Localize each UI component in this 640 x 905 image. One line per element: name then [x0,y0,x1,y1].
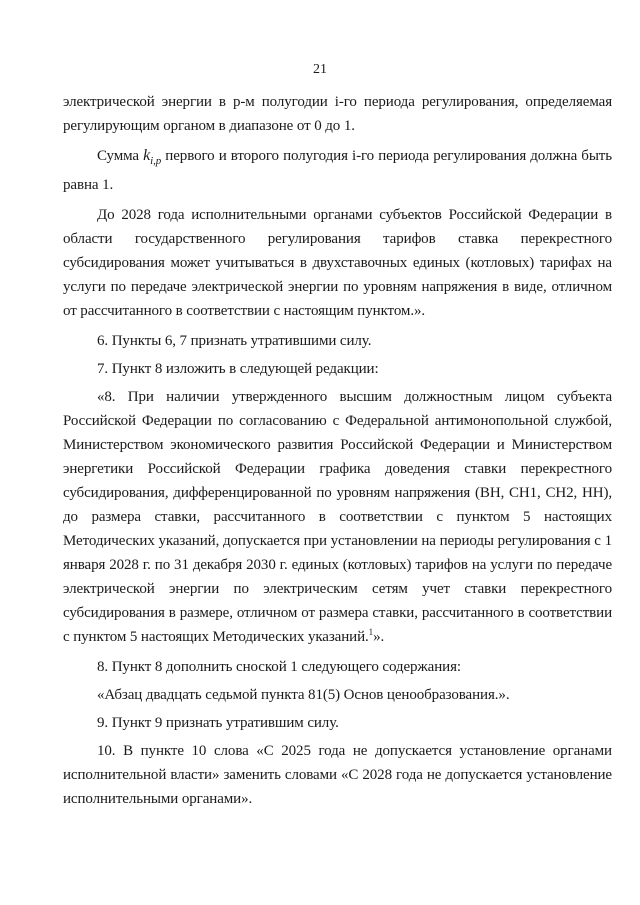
paragraph-new-point-8-text: «8. При наличии утвержденного высшим должностным лицом субъекта Российской Федерации по согласованию с Федеральной антимонопольной службой, Министерством экономического развития Российской Федерации и Министерством энергетики Российской Федерации графика доведения ставки перекрестного субсидирования, дифференцированной по уровням напряжения (ВН, СН1, СН2, НН), до размера ставки, рассчитанного в соответствии с пунктом 5 настоящих Методических указаний, допускается при установлении на периоды регулирования с 1 января 2028 г. по 31 декабря 2030 г. единых (котловых) тарифов на услуги по передаче электрической энергии по электрическим сетям учет ставки перекрестного субсидирования в размере, отличном от размера ставки, рассчитанного в соответствии с пунктом 5 настоящих Методических указаний. [63,389,612,645]
paragraph-until-2028: До 2028 года исполнительными органами субъектов Российской Федерации в области государственного регулирования тарифов ставка перекрестного субсидирования может учитываться в двухставочных единых (котловых) тарифах на услуги по передаче электрической энергии по уровням напряжения в виде, отличном от рассчитанного в соответствии с настоящим пунктом.». [63,207,612,319]
paragraph-item-8: 8. Пункт 8 дополнить сноской 1 следующего содержания: [97,659,461,675]
formula-k-symbol: k [143,147,151,164]
paragraph-new-point-8-end: ». [373,629,385,645]
paragraph-item-10: 10. В пункте 10 слова «С 2025 года не допускается установление органами исполнительной власти» заменить словами «С 2028 года не допускается установление исполнительными органами». [63,743,612,807]
paragraph-sum-k [63,144,612,197]
paragraph-footnote-text: «Абзац двадцать седьмой пункта 81(5) Основ ценообразования.». [97,687,510,703]
paragraph-sum-k-start: Сумма [97,148,144,164]
paragraph-item-9: 9. Пункт 9 признать утратившим силу. [97,715,339,731]
paragraph-continuation: электрической энергии в p-м полугодии i-го периода регулирования, определяемая регулирующим органом в диапазоне от 0 до 1. [63,94,612,134]
formula-k-subscript: i,p [150,155,162,167]
paragraph-sum-k-end: первого и второго полугодия i-го периода регулирования должна быть равна 1. [63,148,612,193]
paragraph-item-6: 6. Пункты 6, 7 признать утратившими силу. [97,333,372,349]
page-number: 21 [313,62,327,77]
footnote-marker: 1 [368,627,374,637]
paragraph-new-point-8 [63,385,612,649]
paragraph-item-7: 7. Пункт 8 изложить в следующей редакции: [97,361,379,377]
document-body [63,90,612,817]
